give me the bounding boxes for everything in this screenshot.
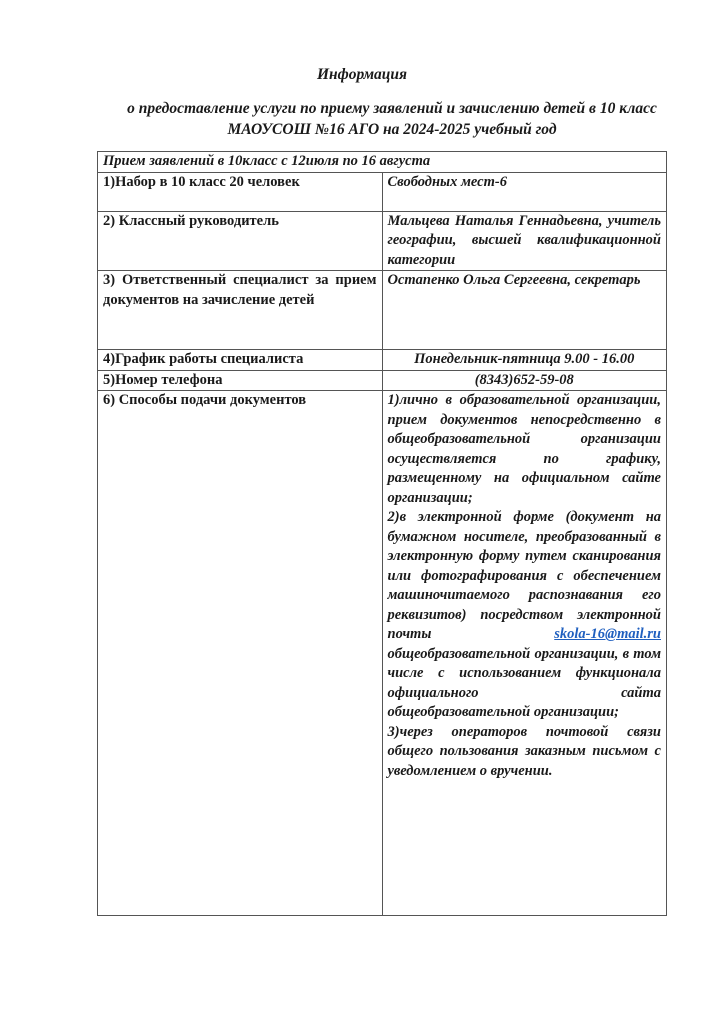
table-row [98, 271, 667, 350]
table-row [98, 370, 667, 391]
document-subtitle: о предоставление услуги по приему заявлений и зачислению детей в 10 класс МАОУСОШ №16 АГО на 2024-2025 учебный год [127, 100, 657, 138]
method-postal: 3)через операторов почтовой связи общего пользования заказным письмом с уведомлением о вручении. [387, 723, 661, 779]
row-value-submission-methods [382, 391, 667, 916]
row-label-enrollment: 1)Набор в 10 класс 20 человек [98, 172, 383, 211]
row-label-schedule: 4)График работы специалиста [98, 350, 383, 371]
table-row [98, 391, 667, 916]
row-label-phone: 5)Номер телефона [98, 370, 383, 391]
table-row [98, 172, 667, 211]
table-header: Прием заявлений в 10класс с 12июля по 16 августа [98, 152, 667, 173]
method-electronic [388, 508, 662, 723]
table-header-row [98, 152, 667, 173]
row-value-free-places: Свободных мест-6 [382, 172, 667, 211]
method-electronic-text-cont: общеобразовательной организации, в том числе с использованием функционала официального сайта общеобразовательной организации; [387, 645, 661, 720]
email-link[interactable]: skola-16@mail.ru [554, 626, 661, 642]
row-label-specialist: 3) Ответственный специалист за прием документов на зачисление детей [98, 271, 383, 350]
table-row [98, 211, 667, 271]
method-in-person: 1)лично в образовательной организации, прием документов непосредственно в общеобразовательной организации осуществляется по графику, размещенному на официальном сайте организации; [387, 392, 661, 506]
document-title: Информация [316, 66, 408, 83]
table-row [98, 350, 667, 371]
row-label-submission-methods: 6) Способы подачи документов [98, 391, 383, 916]
row-value-schedule: Понедельник-пятница 9.00 - 16.00 [382, 350, 667, 371]
info-table [97, 151, 667, 916]
row-value-class-teacher: Мальцева Наталья Геннадьевна, учитель географии, высшей квалификационной категории [382, 211, 667, 271]
row-value-phone: (8343)652-59-08 [382, 370, 667, 391]
method-electronic-text: 2)в электронной форме (документ на бумажном носителе, преобразованный в электронную форму путем сканирования или фотографирования с обеспечением машиночитаемого распознавания его реквизитов) посредством электронной почты [387, 509, 661, 642]
row-value-specialist: Остапенко Ольга Сергеевна, секретарь [382, 271, 667, 350]
row-label-class-teacher: 2) Классный руководитель [98, 211, 383, 271]
